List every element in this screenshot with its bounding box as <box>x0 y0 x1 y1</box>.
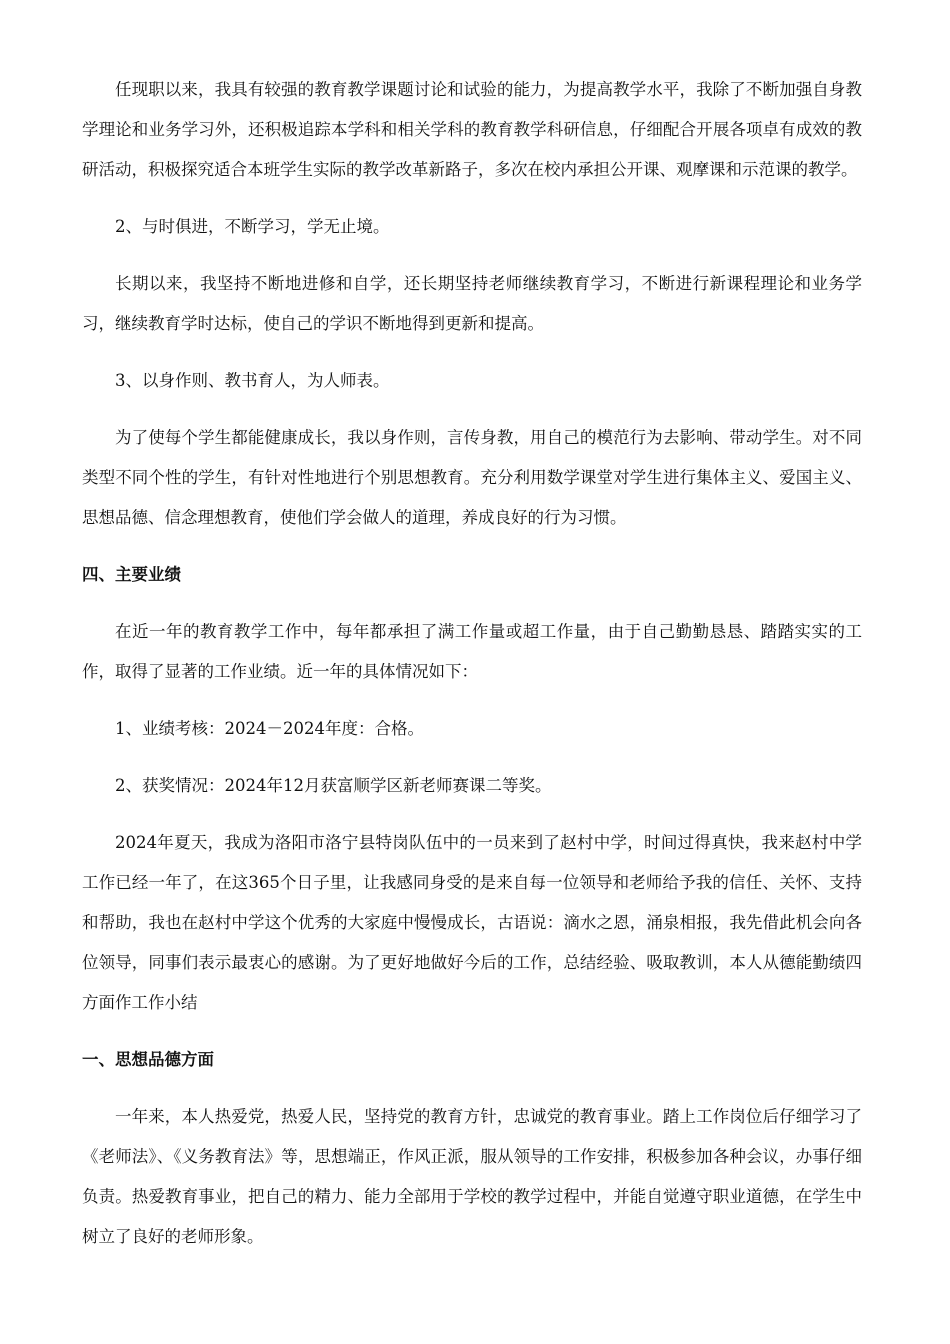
list-item-role-model: 3、以身作则、教书育人，为人师表。 <box>115 371 390 390</box>
paragraph-continuing-education: 长期以来，我坚持不断地进修和自学，还长期坚持老师继续教育学习，不断进行新课程理论和业务学习，继续教育学时达标，使自己的学识不断地得到更新和提高。 <box>82 274 862 333</box>
document-page <box>82 70 862 1274</box>
list-item-keep-learning: 2、与时俱进，不断学习，学无止境。 <box>115 217 390 236</box>
list-item-performance-review: 1、业绩考核：2024－2024年度：合格。 <box>115 719 424 738</box>
list-item-awards: 2、获奖情况：2024年12月获富顺学区新老师赛课二等奖。 <box>115 776 552 795</box>
section-heading-ideology: 一、思想品德方面 <box>82 1050 214 1069</box>
paragraph-ideology: 一年来，本人热爱党，热爱人民，坚持党的教育方针，忠诚党的教育事业。踏上工作岗位后仔细学习了《老师法》、《义务教育法》等，思想端正，作风正派，服从领导的工作安排，积极参加各种会议，办事仔细负责。热爱教育事业，把自己的精力、能力全部用于学校的教学过程中，并能自觉遵守职业道德，在学生中树立了良好的老师形象。 <box>82 1107 862 1246</box>
section-heading-achievements: 四、主要业绩 <box>82 565 181 584</box>
paragraph-teaching-research: 任现职以来，我具有较强的教育教学课题讨论和试验的能力，为提高教学水平，我除了不断加强自身教学理论和业务学习外，还积极追踪本学科和相关学科的教育教学科研信息，仔细配合开展各项卓有成效的教研活动，积极探究适合本班学生实际的教学改革新路子，多次在校内承担公开课、观摩课和示范课的教学。 <box>82 80 862 179</box>
paragraph-achievements-intro: 在近一年的教育教学工作中，每年都承担了满工作量或超工作量，由于自己勤勤恳恳、踏踏实实的工作，取得了显著的工作业绩。近一年的具体情况如下： <box>82 622 862 681</box>
paragraph-year-summary: 2024年夏天，我成为洛阳市洛宁县特岗队伍中的一员来到了赵村中学，时间过得真快，我来赵村中学工作已经一年了，在这365个日子里，让我感同身受的是来自每一位领导和老师给予我的信任、关怀、支持和帮助，我也在赵村中学这个优秀的大家庭中慢慢成长，古语说：滴水之恩，涌泉相报，我先借此机会向各位领导，同事们表示最衷心的感谢。为了更好地做好今后的工作，总结经验、吸取教训，本人从德能勤绩四方面作工作小结 <box>82 833 862 1012</box>
paragraph-student-growth: 为了使每个学生都能健康成长，我以身作则，言传身教，用自己的模范行为去影响、带动学生。对不同类型不同个性的学生，有针对性地进行个别思想教育。充分利用数学课堂对学生进行集体主义、爱国主义、思想品德、信念理想教育，使他们学会做人的道理，养成良好的行为习惯。 <box>82 428 862 527</box>
